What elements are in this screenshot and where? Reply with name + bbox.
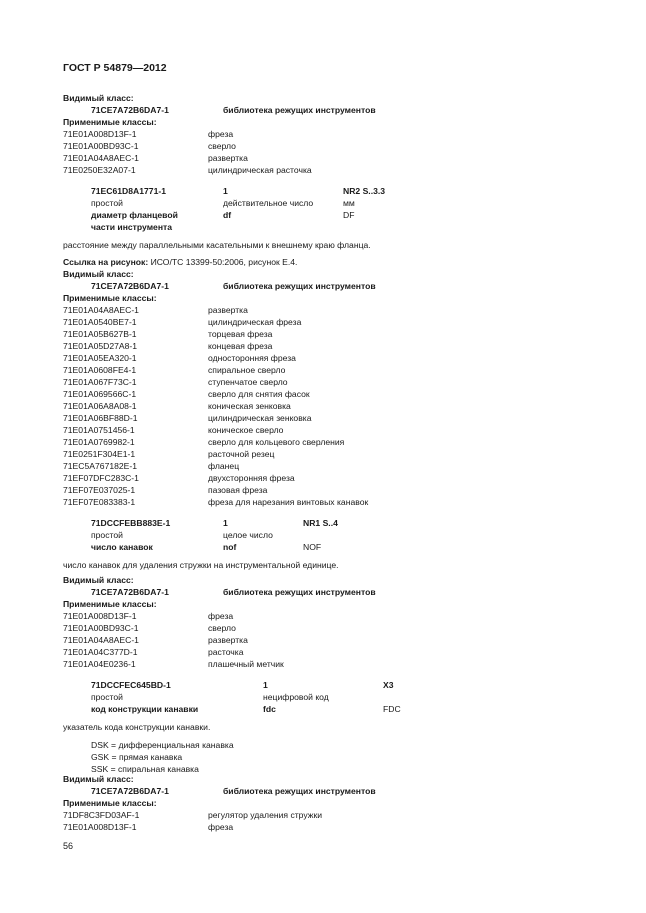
attribute-format: X3	[383, 680, 394, 690]
list-item	[63, 328, 623, 340]
class-name: торцевая фреза	[208, 329, 273, 339]
attribute-name-line1: диаметр фланцевой	[91, 210, 178, 220]
class-code: 71EC5A767182E-1	[63, 461, 138, 471]
class-code: 71E01A06A8A08-1	[63, 401, 137, 411]
visible-class-code: 71CE7A72B6DA7-1	[91, 786, 169, 796]
attribute-one: 1	[223, 518, 228, 528]
class-name: фреза	[208, 611, 234, 621]
class-name: цилиндрическая фреза	[208, 317, 302, 327]
class-code: 71E01A008D13F-1	[63, 129, 137, 139]
attribute-code: 71DCCFEBB883E-1	[91, 518, 171, 528]
applicable-classes-label: Применимые классы:	[63, 117, 157, 127]
class-code: 71E01A04A8AEC-1	[63, 153, 139, 163]
class-code: 71E01A04A8AEC-1	[63, 305, 139, 315]
visible-class-code: 71CE7A72B6DA7-1	[91, 587, 169, 597]
attribute-kind: простой	[91, 692, 123, 702]
figure-reference-row	[63, 256, 623, 268]
class-name: развертка	[208, 153, 248, 163]
code-value-item: DSK = дифференциальная канавка	[91, 740, 234, 750]
attribute-kind: простой	[91, 198, 123, 208]
attribute-short: FDC	[383, 704, 401, 714]
class-code: 71E01A05EA320-1	[63, 353, 137, 363]
attribute-symbol: nof	[223, 542, 237, 552]
class-name: фреза	[208, 822, 234, 832]
class-name: расточной резец	[208, 449, 275, 459]
class-name: пазовая фреза	[208, 485, 268, 495]
class-code: 71E01A0608FE4-1	[63, 365, 137, 375]
list-item	[63, 340, 623, 352]
document-header: ГОСТ Р 54879—2012	[63, 62, 167, 74]
visible-class-name: библиотека режущих инструментов	[223, 786, 376, 796]
list-item	[63, 496, 623, 508]
attribute-kind-row	[63, 691, 623, 703]
attribute-value-type: нецифровой код	[263, 692, 329, 702]
list-item	[63, 484, 623, 496]
list-item	[63, 400, 623, 412]
class-code: 71E01A008D13F-1	[63, 611, 137, 621]
list-item	[63, 424, 623, 436]
visible-class-label: Видимый класс:	[63, 774, 134, 784]
class-name: сверло для кольцевого сверления	[208, 437, 345, 447]
page-number: 56	[63, 841, 74, 851]
class-name: сверло	[208, 623, 236, 633]
attribute-code: 71EC61D8A1771-1	[91, 186, 167, 196]
attribute-short: DF	[343, 210, 355, 220]
class-name: расточка	[208, 647, 244, 657]
visible-class-row	[63, 280, 623, 292]
class-name: односторонняя фреза	[208, 353, 296, 363]
applicable-classes-list	[63, 128, 623, 176]
attribute-header-row	[63, 517, 623, 529]
visible-class-name: библиотека режущих инструментов	[223, 587, 376, 597]
list-item	[63, 634, 623, 646]
class-name: сверло для снятия фасок	[208, 389, 310, 399]
applicable-classes-list	[63, 610, 623, 670]
class-code: 71E01A00BD93C-1	[63, 623, 139, 633]
class-code: 71E01A06BF88D-1	[63, 413, 138, 423]
class-code: 71E01A04A8AEC-1	[63, 635, 139, 645]
code-values-list	[63, 739, 623, 775]
list-item	[63, 622, 623, 634]
applicable-classes-label: Применимые классы:	[63, 599, 157, 609]
list-item	[63, 821, 623, 833]
class-code: 71E01A069566C-1	[63, 389, 137, 399]
class-name: двухсторонняя фреза	[208, 473, 295, 483]
list-item	[63, 809, 623, 821]
list-item	[63, 152, 623, 164]
class-name: цилиндрическая зенковка	[208, 413, 312, 423]
list-item	[63, 646, 623, 658]
visible-class-label: Видимый класс:	[63, 269, 134, 279]
attribute-one: 1	[263, 680, 268, 690]
visible-class-row	[63, 104, 623, 116]
applicable-classes-label: Применимые классы:	[63, 798, 157, 808]
list-item	[63, 316, 623, 328]
class-code: 71E01A05D27A8-1	[63, 341, 138, 351]
list-item	[63, 412, 623, 424]
visible-class-label: Видимый класс:	[63, 93, 134, 103]
class-code: 71E01A0751456-1	[63, 425, 135, 435]
visible-class-name: библиотека режущих инструментов	[223, 281, 376, 291]
class-name: коническая зенковка	[208, 401, 291, 411]
class-code: 71E01A04C377D-1	[63, 647, 138, 657]
figure-reference-value: ИСО/ТС 13399-50:2006, рисунок Е.4.	[150, 257, 298, 267]
list-item	[63, 164, 623, 176]
attribute-name-row-2	[63, 221, 623, 233]
attribute-unit: мм	[343, 198, 355, 208]
list-item	[63, 128, 623, 140]
code-value-item: SSK = спиральная канавка	[91, 764, 199, 774]
attribute-symbol: fdc	[263, 704, 276, 714]
list-item	[63, 304, 623, 316]
attribute-name: число канавок	[91, 542, 153, 552]
attribute-name-row	[63, 209, 623, 221]
class-code: 71E01A04E0236-1	[63, 659, 136, 669]
class-code: 71EF07E037025-1	[63, 485, 136, 495]
list-item	[63, 472, 623, 484]
attribute-code: 71DCCFEC645BD-1	[91, 680, 171, 690]
class-name: коническое сверло	[208, 425, 284, 435]
attribute-definition: расстояние между параллельными касательными к внешнему краю фланца.	[63, 240, 371, 250]
attribute-block-2	[63, 517, 623, 553]
class-name: сверло	[208, 141, 236, 151]
attribute-kind-row	[63, 197, 623, 209]
attribute-symbol: df	[223, 210, 232, 220]
figure-reference-label: Ссылка на рисунок:	[63, 257, 149, 267]
visible-class-row	[63, 586, 623, 598]
visible-class-name: библиотека режущих инструментов	[223, 105, 376, 115]
applicable-classes-list	[63, 304, 623, 508]
code-value-item: GSK = прямая канавка	[91, 752, 183, 762]
class-code: 71E01A0769982-1	[63, 437, 135, 447]
attribute-definition: указатель кода конструкции канавки.	[63, 722, 211, 732]
attribute-kind: простой	[91, 530, 123, 540]
class-block-3	[63, 574, 623, 775]
attribute-header-row	[63, 679, 623, 691]
list-item	[63, 436, 623, 448]
attribute-name-row	[63, 703, 623, 715]
class-code: 71E01A0540BE7-1	[63, 317, 137, 327]
visible-class-code: 71CE7A72B6DA7-1	[91, 281, 169, 291]
attribute-format: NR1 S..4	[303, 518, 338, 528]
class-name: концевая фреза	[208, 341, 273, 351]
class-code: 71E01A067F73C-1	[63, 377, 137, 387]
list-item	[63, 658, 623, 670]
attribute-name: код конструкции канавки	[91, 704, 199, 714]
class-code: 71E01A008D13F-1	[63, 822, 137, 832]
class-code: 71E0250E32A07-1	[63, 165, 136, 175]
applicable-classes-list	[63, 809, 623, 833]
class-block-4	[63, 773, 623, 833]
list-item	[63, 460, 623, 472]
attribute-block-1	[63, 185, 623, 233]
class-name: фланец	[208, 461, 240, 471]
attribute-header-row	[63, 185, 623, 197]
attribute-definition: число канавок для удаления стружки на инструментальной единице.	[63, 560, 339, 570]
list-item	[63, 376, 623, 388]
list-item	[63, 364, 623, 376]
applicable-classes-label: Применимые классы:	[63, 293, 157, 303]
class-name: ступенчатое сверло	[208, 377, 288, 387]
attribute-one: 1	[223, 186, 228, 196]
list-item	[63, 448, 623, 460]
list-item	[63, 140, 623, 152]
list-item	[63, 610, 623, 622]
class-block-2	[63, 256, 623, 571]
class-code: 71EF07E083383-1	[63, 497, 136, 507]
attribute-name-line2: части инструмента	[91, 222, 173, 232]
attribute-short: NOF	[303, 542, 322, 552]
class-name: развертка	[208, 305, 248, 315]
attribute-name-row	[63, 541, 623, 553]
class-code: 71DF8C3FD03AF-1	[63, 810, 140, 820]
attribute-format: NR2 S..3.3	[343, 186, 386, 196]
class-block-1	[63, 92, 623, 251]
attribute-kind-row	[63, 529, 623, 541]
attribute-block-3	[63, 679, 623, 715]
class-name: спиральное сверло	[208, 365, 286, 375]
class-name: регулятор удаления стружки	[208, 810, 323, 820]
class-name: фреза для нарезания винтовых канавок	[208, 497, 369, 507]
class-name: цилиндрическая расточка	[208, 165, 312, 175]
list-item	[63, 388, 623, 400]
class-code: 71EF07DFC283C-1	[63, 473, 139, 483]
class-name: плашечный метчик	[208, 659, 284, 669]
visible-class-label: Видимый класс:	[63, 575, 134, 585]
class-code: 71E01A05B627B-1	[63, 329, 137, 339]
list-item	[63, 352, 623, 364]
class-name: развертка	[208, 635, 248, 645]
visible-class-row	[63, 785, 623, 797]
attribute-value-type: действительное число	[223, 198, 314, 208]
class-name: фреза	[208, 129, 234, 139]
visible-class-code: 71CE7A72B6DA7-1	[91, 105, 169, 115]
class-code: 71E0251F304E1-1	[63, 449, 136, 459]
class-code: 71E01A00BD93C-1	[63, 141, 139, 151]
attribute-value-type: целое число	[223, 530, 273, 540]
